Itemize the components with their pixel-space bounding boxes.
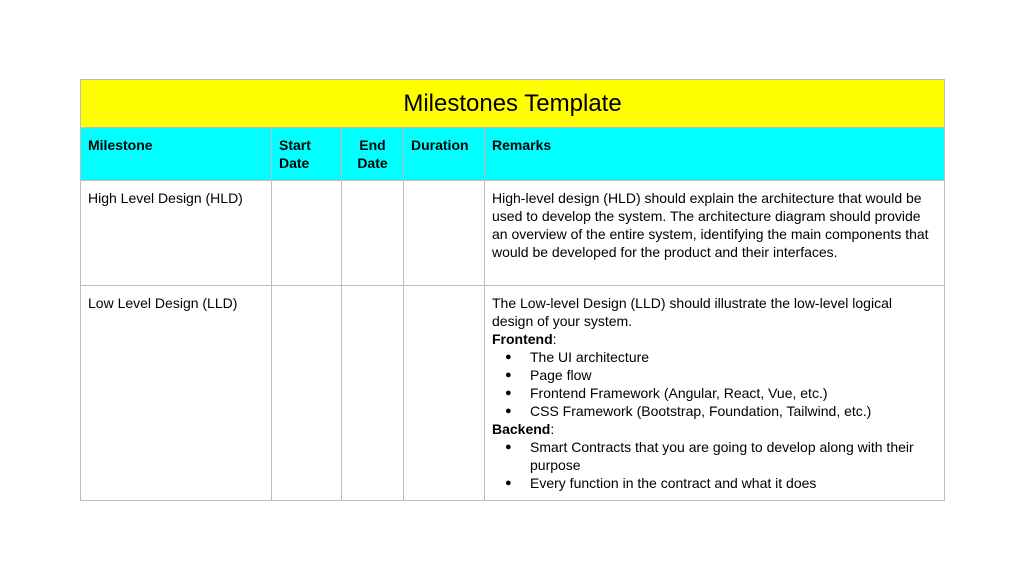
duration-cell[interactable] <box>404 286 485 501</box>
remarks-cell: High-level design (HLD) should explain the architecture that would be used to develop the system. The architecture diagram should provide an overview of the entire system, identifying the main components that would be developed for the product and their interfaces. <box>485 181 945 286</box>
backend-label-wrap: Backend: <box>492 421 555 437</box>
header-remarks: Remarks <box>485 128 945 181</box>
list-item: ● Frontend Framework (Angular, React, Vue, etc.) <box>492 384 937 402</box>
milestones-table-container <box>80 79 944 501</box>
start-date-cell[interactable] <box>272 286 342 501</box>
start-date-cell[interactable] <box>272 181 342 286</box>
milestones-table <box>80 79 945 501</box>
end-date-cell[interactable] <box>342 181 404 286</box>
frontend-label-wrap: Frontend: <box>492 331 557 347</box>
backend-list <box>492 438 937 492</box>
duration-cell[interactable] <box>404 181 485 286</box>
table-row <box>81 286 945 501</box>
list-item: ● Smart Contracts that you are going to develop along with their purpose <box>492 438 937 474</box>
table-title: Milestones Template <box>81 80 945 128</box>
table-row <box>81 181 945 286</box>
list-item: ● The UI architecture <box>492 348 937 366</box>
header-end-date: End Date <box>342 128 404 181</box>
header-row <box>81 128 945 181</box>
backend-label: Backend <box>492 421 551 437</box>
list-item: ● Every function in the contract and what it does <box>492 474 937 492</box>
title-row <box>81 80 945 128</box>
remarks-intro: The Low-level Design (LLD) should illustrate the low-level logical design of your system. <box>492 295 892 329</box>
milestone-cell: Low Level Design (LLD) <box>81 286 272 501</box>
header-milestone: Milestone <box>81 128 272 181</box>
milestone-cell: High Level Design (HLD) <box>81 181 272 286</box>
list-item: ● Page flow <box>492 366 937 384</box>
header-start-date: Start Date <box>272 128 342 181</box>
remarks-cell <box>485 286 945 501</box>
frontend-list <box>492 348 937 420</box>
list-item: ● CSS Framework (Bootstrap, Foundation, Tailwind, etc.) <box>492 402 937 420</box>
end-date-cell[interactable] <box>342 286 404 501</box>
frontend-label: Frontend <box>492 331 553 347</box>
header-duration: Duration <box>404 128 485 181</box>
